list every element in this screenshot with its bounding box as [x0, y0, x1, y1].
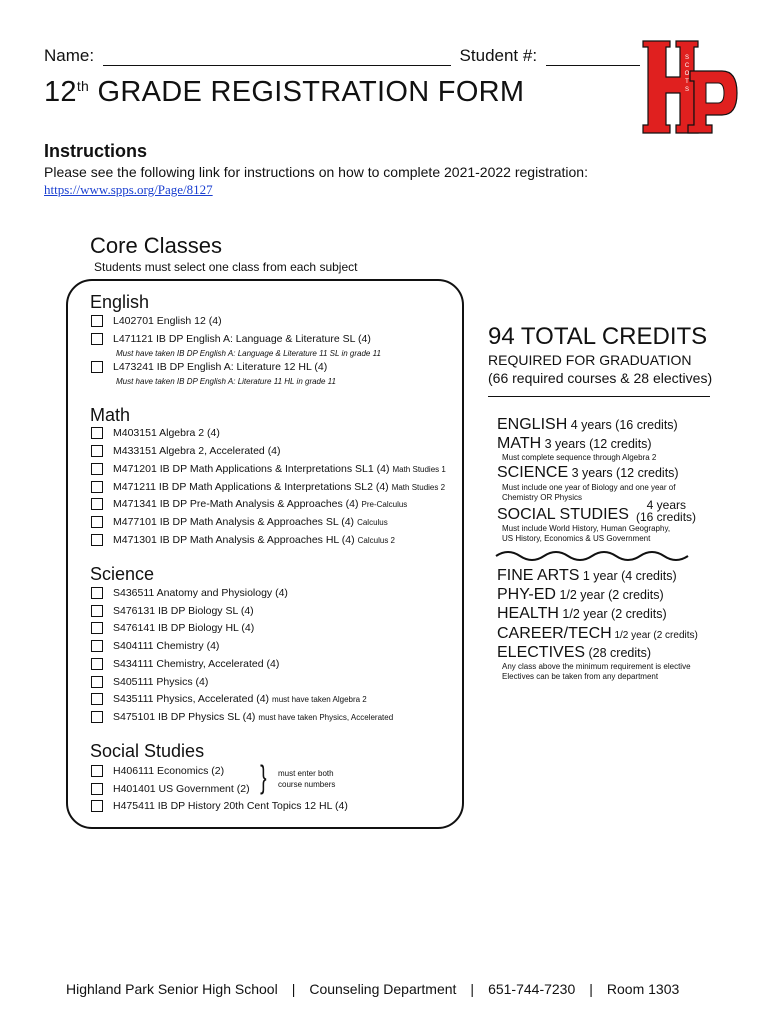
req-subject: ELECTIVES — [497, 644, 586, 661]
course-note: must have taken Physics, Accelerated — [258, 712, 394, 722]
instructions-text: Please see the following link for instructions on how to complete 2021-2022 registration: — [44, 164, 588, 180]
footer-separator: | — [470, 981, 475, 997]
req-note — [502, 524, 670, 544]
req-credits-line: 4 years — [646, 498, 687, 512]
checkbox[interactable] — [91, 481, 103, 493]
req-social-studies — [497, 506, 629, 524]
student-number-field[interactable] — [546, 48, 640, 66]
course-option[interactable] — [91, 516, 388, 528]
course-note: must have taken Algebra 2 — [272, 694, 367, 704]
checkbox[interactable] — [91, 765, 103, 777]
req-credits: 3 years (12 credits) — [568, 466, 679, 480]
checkbox[interactable] — [91, 676, 103, 688]
footer-room: Room 1303 — [606, 981, 680, 997]
core-classes-subheading: Students must select one class from each subject — [94, 260, 358, 274]
course-option[interactable] — [91, 676, 211, 688]
req-subject: SCIENCE — [497, 464, 569, 481]
course-label: S436511 Anatomy and Physiology (4) — [113, 587, 288, 599]
title-superscript: th — [76, 78, 90, 94]
req-science — [497, 464, 679, 482]
core-classes-heading: Core Classes — [90, 233, 223, 258]
course-label: L473241 IB DP English A: Literature 12 HL (4) — [113, 361, 328, 373]
req-subject: ENGLISH — [497, 416, 568, 433]
checkbox[interactable] — [91, 361, 103, 373]
req-career-tech — [497, 625, 698, 643]
course-label: M433151 Algebra 2, Accelerated (4) — [113, 445, 281, 457]
req-note — [502, 662, 691, 682]
checkbox[interactable] — [91, 587, 103, 599]
course-label: M471201 IB DP Math Applications & Interpretations SL1 (4) — [113, 463, 390, 475]
checkbox[interactable] — [91, 333, 103, 345]
footer-separator: | — [291, 981, 296, 997]
course-note: Must have taken IB DP English A: Language & Literature 11 SL in grade 11 — [116, 349, 381, 358]
course-option[interactable] — [91, 693, 367, 705]
course-label: S476131 IB DP Biology SL (4) — [113, 605, 254, 617]
course-option[interactable] — [91, 622, 257, 634]
total-credits: 94 TOTAL CREDITS — [488, 323, 708, 350]
course-option[interactable] — [91, 765, 224, 777]
brace-note — [278, 768, 335, 790]
req-credits: 1/2 year (2 credits) — [558, 607, 667, 621]
checkbox[interactable] — [91, 658, 103, 670]
instructions-link[interactable]: https://www.spps.org/Page/8127 — [44, 182, 213, 197]
req-note-line: Must include World History, Human Geography, — [502, 524, 671, 533]
course-note: Calculus — [357, 517, 388, 527]
brace-note-line: must enter both — [278, 769, 334, 778]
social-studies-heading: Social Studies — [90, 741, 205, 761]
course-label: M471341 IB DP Pre-Math Analysis & Approaches (4) — [113, 498, 359, 510]
course-option[interactable] — [91, 463, 446, 475]
req-note: Must complete sequence through Algebra 2 — [502, 453, 657, 462]
page-title — [44, 76, 524, 109]
checkbox[interactable] — [91, 534, 103, 546]
english-heading: English — [90, 292, 150, 312]
req-social-credits — [636, 499, 696, 523]
checkbox[interactable] — [91, 640, 103, 652]
checkbox[interactable] — [91, 622, 103, 634]
student-number-label: Student #: — [459, 46, 538, 65]
course-note: Pre-Calculus — [361, 499, 408, 509]
course-label: M471301 IB DP Math Analysis & Approaches HL (4) — [113, 534, 355, 546]
req-math — [497, 435, 652, 453]
course-option[interactable] — [91, 640, 222, 652]
footer — [66, 981, 679, 997]
req-subject: MATH — [497, 435, 542, 452]
course-note: Must have taken IB DP English A: Literature 11 HL in grade 11 — [116, 377, 336, 386]
name-student-line — [44, 46, 640, 66]
req-credits-line: (16 credits) — [636, 510, 697, 524]
course-label: S476141 IB DP Biology HL (4) — [113, 622, 255, 634]
footer-phone: 651-744-7230 — [488, 981, 576, 997]
req-subject: HEALTH — [497, 605, 559, 622]
course-option[interactable] — [91, 587, 291, 599]
svg-text:S: S — [684, 87, 690, 93]
svg-text:C: C — [684, 63, 690, 69]
req-note-line: Any class above the minimum requirement is elective — [502, 662, 691, 671]
course-option[interactable] — [91, 783, 250, 795]
course-option[interactable] — [91, 605, 257, 617]
math-heading: Math — [90, 405, 131, 425]
title-number: 12 — [44, 76, 77, 108]
course-option[interactable] — [91, 361, 327, 373]
course-option[interactable] — [91, 333, 371, 345]
divider — [488, 396, 710, 397]
course-note: Math Studies 2 — [391, 482, 446, 492]
checkbox[interactable] — [91, 693, 103, 705]
course-option[interactable] — [91, 315, 222, 327]
req-note-line: Chemistry OR Physics — [502, 493, 583, 502]
course-label: S434111 Chemistry, Accelerated (4) — [113, 658, 280, 670]
req-credits: 4 years (16 credits) — [567, 418, 678, 432]
course-label: S475101 IB DP Physics SL (4) — [113, 711, 256, 723]
name-field[interactable] — [103, 48, 451, 66]
hp-scots-logo — [640, 37, 740, 143]
req-english — [497, 416, 678, 434]
checkbox[interactable] — [91, 427, 103, 439]
req-subject: PHY-ED — [497, 586, 556, 603]
svg-text:O: O — [684, 71, 690, 77]
footer-school: Highland Park Senior High School — [66, 981, 278, 997]
course-option[interactable] — [91, 534, 395, 546]
checkbox[interactable] — [91, 498, 103, 510]
course-label: S404111 Chemistry (4) — [113, 640, 220, 652]
name-label: Name: — [44, 46, 95, 65]
req-electives — [497, 644, 651, 662]
req-credits: (28 credits) — [585, 646, 652, 660]
req-subject: FINE ARTS — [497, 567, 580, 584]
course-option[interactable] — [91, 498, 407, 510]
req-credits: 1/2 year (2 credits) — [611, 630, 698, 641]
req-subject: SOCIAL STUDIES — [497, 506, 629, 523]
course-label: S435111 Physics, Accelerated (4) — [113, 693, 270, 705]
course-option[interactable] — [91, 800, 348, 812]
course-option[interactable] — [91, 481, 445, 493]
course-option[interactable] — [91, 711, 393, 723]
course-note: Calculus 2 — [357, 535, 395, 545]
brace-note-line: course numbers — [278, 780, 336, 789]
course-label: L471121 IB DP English A: Language & Literature SL (4) — [113, 333, 371, 345]
course-label: L402701 English 12 (4) — [113, 315, 222, 327]
req-fine-arts — [497, 567, 677, 585]
footer-separator: | — [589, 981, 593, 997]
course-label: H406111 Economics (2) — [113, 765, 225, 777]
req-note-line: Must include one year of Biology and one year of — [502, 483, 676, 492]
course-label: M403151 Algebra 2 (4) — [113, 427, 220, 439]
req-health — [497, 605, 667, 623]
checkbox[interactable] — [91, 463, 103, 475]
req-credits: 1 year (4 credits) — [579, 569, 677, 583]
course-label: H475411 IB DP History 20th Cent Topics 12 HL (4) — [113, 800, 348, 812]
brace-icon: } — [260, 759, 267, 795]
checkbox[interactable] — [91, 445, 103, 457]
instructions-heading: Instructions — [44, 141, 148, 161]
checkbox[interactable] — [91, 605, 103, 617]
checkbox[interactable] — [91, 711, 103, 723]
footer-department: Counseling Department — [309, 981, 457, 997]
checkbox[interactable] — [91, 516, 103, 528]
course-label: S405111 Physics (4) — [113, 676, 209, 688]
svg-text:S: S — [684, 55, 690, 61]
course-note: Math Studies 1 — [392, 464, 446, 474]
course-label: M477101 IB DP Math Analysis & Approaches SL (4) — [113, 516, 355, 528]
req-note-line: US History, Economics & US Government — [502, 534, 651, 543]
checkbox[interactable] — [91, 315, 103, 327]
wavy-divider-icon — [494, 548, 690, 564]
course-label: M471211 IB DP Math Applications & Interpretations SL2 (4) — [113, 481, 389, 493]
course-option[interactable] — [91, 445, 284, 457]
svg-text:T: T — [685, 79, 689, 85]
req-credits: 1/2 year (2 credits) — [555, 588, 664, 602]
req-phy-ed — [497, 586, 664, 604]
checkbox[interactable] — [91, 800, 103, 812]
req-note-line: Electives can be taken from any department — [502, 672, 659, 681]
required-for-graduation: REQUIRED FOR GRADUATION — [488, 352, 692, 368]
course-option[interactable] — [91, 427, 223, 439]
req-subject: CAREER/TECH — [497, 625, 612, 642]
required-breakdown: (66 required courses & 28 electives) — [488, 370, 713, 386]
science-heading: Science — [90, 564, 155, 584]
req-credits: 3 years (12 credits) — [541, 437, 652, 451]
course-label: H401401 US Government (2) — [113, 783, 250, 795]
checkbox[interactable] — [91, 783, 103, 795]
title-text: GRADE REGISTRATION FORM — [89, 76, 525, 108]
course-option[interactable] — [91, 658, 282, 670]
